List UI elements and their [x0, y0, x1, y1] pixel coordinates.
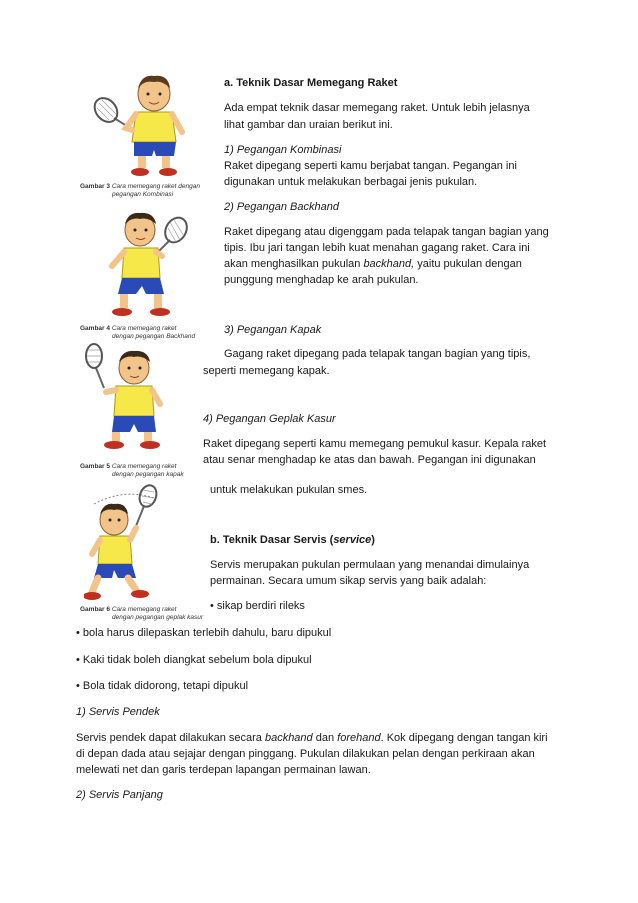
section-b-intro-line: permainan. Secara umum sikap servis yang baik adalah:	[210, 575, 487, 587]
grip-4-title: 4) Pegangan Geplak Kasur	[203, 413, 336, 425]
grip-2-text: tipis. Ibu jari tangan lebih kuat menahan gagang raket. Cara ini	[224, 242, 530, 254]
bullet-item: • Bola tidak didorong, tetapi dipukul	[76, 680, 249, 692]
figure-3-illustration	[92, 70, 212, 182]
grip-2-text: punggung menghadap ke arah pukulan.	[224, 274, 419, 286]
figure-5-caption: Gambar 5 Cara memegang raket dengan pegangan kapak	[80, 463, 184, 478]
text-run-italic: backhand,	[363, 258, 415, 270]
heading-run: )	[371, 534, 375, 546]
grip-1-text: Raket dipegang seperti kamu berjabat tangan. Pegangan ini	[224, 160, 517, 172]
heading-run: b. Teknik Dasar Servis (	[210, 534, 334, 546]
section-a-intro-line: Ada empat teknik dasar memegang raket. Untuk lebih jelasnya	[224, 102, 530, 114]
figure-4-caption: Gambar 4 Cara memegang raket dengan pegangan Backhand	[80, 325, 196, 340]
grip-2-text	[224, 256, 522, 272]
bullet-item: • sikap berdiri rileks	[210, 600, 305, 612]
text-run: Servis pendek dapat dilakukan secara	[76, 732, 265, 744]
long-serve-title: 2) Servis Panjang	[76, 789, 163, 801]
short-serve-text: di depan dada atau sejajar dengan pinggang. Pukulan dilakukan pelan dengan perkiraan akan	[76, 748, 535, 760]
grip-3-text: Gagang raket dipegang pada telapak tangan bagian yang tipis,	[224, 348, 531, 360]
heading-run-italic: service	[333, 534, 372, 546]
grip-4-text: untuk melakukan pukulan smes.	[210, 484, 368, 496]
figure-5-illustration	[82, 342, 182, 454]
short-serve-title: 1) Servis Pendek	[76, 706, 160, 718]
figure-6-illustration	[84, 484, 184, 606]
grip-1-title: 1) Pegangan Kombinasi	[224, 144, 342, 156]
section-a-intro-line: lihat gambar dan uraian berikut ini.	[224, 119, 393, 131]
section-a-heading: a. Teknik Dasar Memegang Raket	[224, 77, 398, 89]
grip-1-text: digunakan untuk melakukan berbagai jenis pukulan.	[224, 176, 478, 188]
text-run-italic: backhand	[264, 732, 313, 744]
text-run: . Kok dipegang dengan tangan kiri	[380, 732, 548, 744]
section-b-intro-line: Servis merupakan pukulan permulaan yang menandai dimulainya	[210, 559, 530, 571]
figure-3-caption: Gambar 3 Cara memegang raket dengan pegangan Kombinasi	[80, 183, 200, 198]
section-b-heading	[210, 532, 375, 548]
grip-4-text: Raket dipegang seperti kamu memegang pemukul kasur. Kepala raket	[203, 438, 547, 450]
grip-3-text: seperti memegang kapak.	[203, 365, 330, 377]
text-run-italic: forehand	[337, 732, 381, 744]
grip-2-title: 2) Pegangan Backhand	[224, 201, 339, 213]
figure-4-illustration	[100, 206, 200, 324]
bullet-item: • Kaki tidak boleh diangkat sebelum bola dipukul	[76, 654, 312, 666]
text-run: dan	[312, 732, 338, 744]
text-run: yaitu pukulan dengan	[414, 258, 522, 270]
short-serve-text: melewati net dan garis terdepan lapangan permainan lawan.	[76, 764, 371, 776]
grip-2-text: Raket dipegang atau digenggam pada telapak tangan bagian yang	[224, 226, 549, 238]
text-run: akan menghasilkan pukulan	[224, 258, 364, 270]
grip-4-text: atau senar menghadap ke atas dan bawah. Pegangan ini digunakan	[203, 454, 536, 466]
bullet-item: • bola harus dilepaskan terlebih dahulu, baru dipukul	[76, 627, 332, 639]
grip-3-title: 3) Pegangan Kapak	[224, 324, 322, 336]
short-serve-text	[76, 730, 548, 746]
figure-6-caption: Gambar 6 Cara memegang raket dengan pegangan geplak kasur	[80, 606, 204, 621]
